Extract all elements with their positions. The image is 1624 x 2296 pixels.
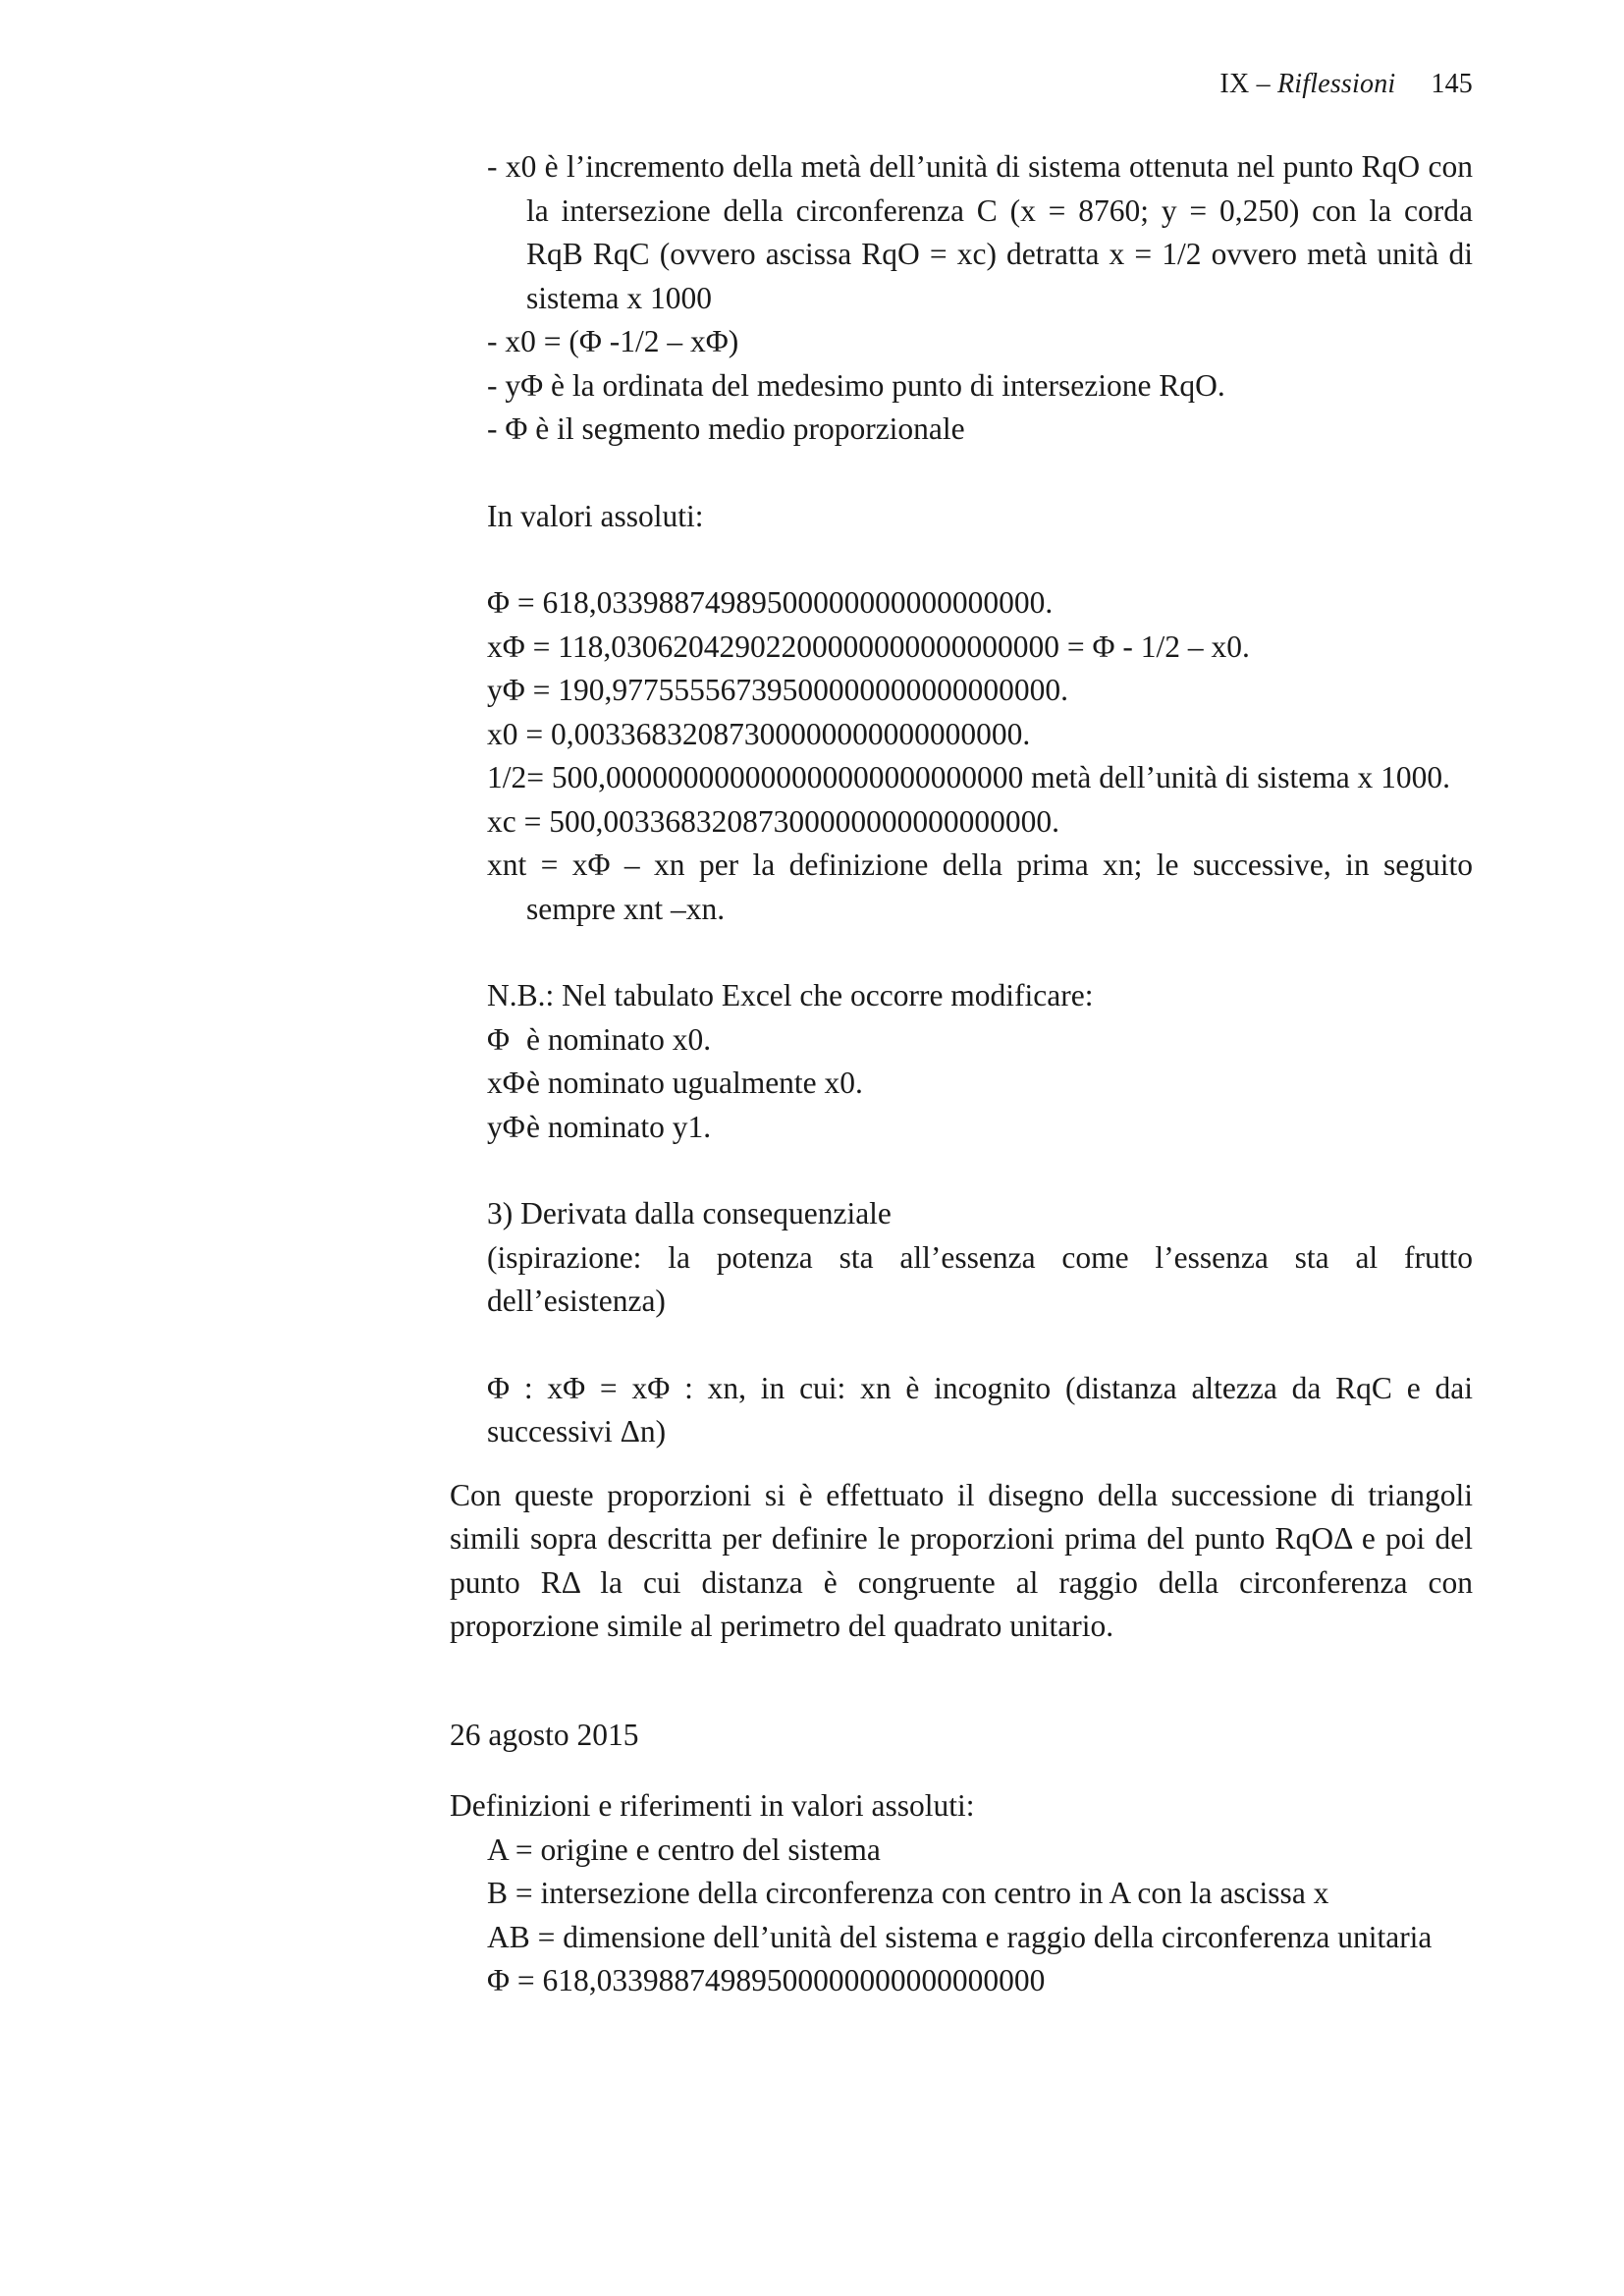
definitions-heading: Definizioni e riferimenti in valori assoluti:: [450, 1788, 975, 1823]
chapter-label: IX –: [1219, 69, 1277, 99]
nb-symbol: Φ: [487, 1021, 511, 1057]
indented-block: [487, 145, 1473, 1454]
bullet-x0-formula: - x0 = (Φ -1/2 – xΦ): [487, 324, 739, 358]
derivata-proportion: Φ : xΦ = xΦ : xn, in cui: xn è incognito (distanza altezza da RqC e dai successivi Δn): [487, 1370, 1473, 1449]
value-xnt: xnt = xΦ – xn per la definizione della prima xn; le successive, in seguito sempre xnt –xn.: [487, 847, 1473, 926]
date-line: 26 agosto 2015: [450, 1717, 639, 1752]
bullet-phi: - Φ è il segmento medio proporzionale: [487, 411, 965, 446]
nb-text: è nominato y1.: [526, 1109, 712, 1144]
nb-heading: N.B.: Nel tabulato Excel che occorre modificare:: [487, 978, 1094, 1012]
derivata-title: 3) Derivata dalla consequenziale: [487, 1196, 892, 1230]
nb-symbol: xΦ: [487, 1066, 525, 1100]
bullet-yphi: - yΦ è la ordinata del medesimo punto di intersezione RqO.: [487, 367, 1225, 403]
value-yphi: yΦ = 190,97755556739500000000000000000.: [487, 673, 1069, 707]
value-xphi: xΦ = 118,03062042902200000000000000000 = Φ - 1/2 – x0.: [487, 629, 1250, 664]
value-half: 1/2= 500,000000000000000000000000000 metà dell’unità di sistema x 1000.: [487, 760, 1451, 794]
definition-item: Φ = 618,03398874989500000000000000000: [487, 1963, 1046, 1997]
value-x0: x0 = 0,00336832087300000000000000000.: [487, 716, 1031, 751]
conclusion-paragraph: Con queste proporzioni si è effettuato il disegno della successione di triangoli simili sopra descritta per definire le proporzioni prima del punto RqOΔ e poi del punto RΔ la cui distanza è congruente al raggio della circonferenza con proporzione simile al perimetro del quadrato unitario.: [450, 1477, 1473, 1643]
derivata-inspiration: (ispirazione: la potenza sta all’essenza come l’essenza sta al frutto dell’esistenza): [487, 1239, 1473, 1318]
nb-text: è nominato x0.: [526, 1021, 712, 1057]
value-phi: Φ = 618,03398874989500000000000000000.: [487, 585, 1054, 620]
chapter-title: Riflessioni: [1276, 69, 1396, 99]
absolute-values-heading: In valori assoluti:: [487, 498, 704, 533]
nb-row: [487, 1062, 1473, 1106]
page-number: 145: [1431, 69, 1473, 99]
running-header: [1219, 69, 1473, 100]
nb-symbol: yΦ: [487, 1109, 525, 1144]
nb-text: è nominato ugualmente x0.: [526, 1066, 863, 1100]
definition-item: A = origine e centro del sistema: [487, 1831, 881, 1867]
nb-row: [487, 1106, 1473, 1150]
nb-row: [487, 1018, 1473, 1063]
definition-item: B = intersezione della circonferenza con centro in A con la ascissa x: [487, 1876, 1329, 1910]
definition-item: AB = dimensione dell’unità del sistema e raggio della circonferenza unitaria: [487, 1919, 1433, 1954]
page-body: [450, 145, 1473, 2003]
value-xc: xc = 500,00336832087300000000000000000.: [487, 803, 1059, 839]
bullet-x0-definition: - x0 è l’incremento della metà dell’unità di sistema ottenuta nel punto RqO con la intersezione della circonferenza C (x = 8760; y = 0,250) con la corda RqB RqC (ovvero ascissa RqO = xc) detratta x = 1/2 ovvero metà unità di sistema x 1000: [487, 149, 1473, 315]
